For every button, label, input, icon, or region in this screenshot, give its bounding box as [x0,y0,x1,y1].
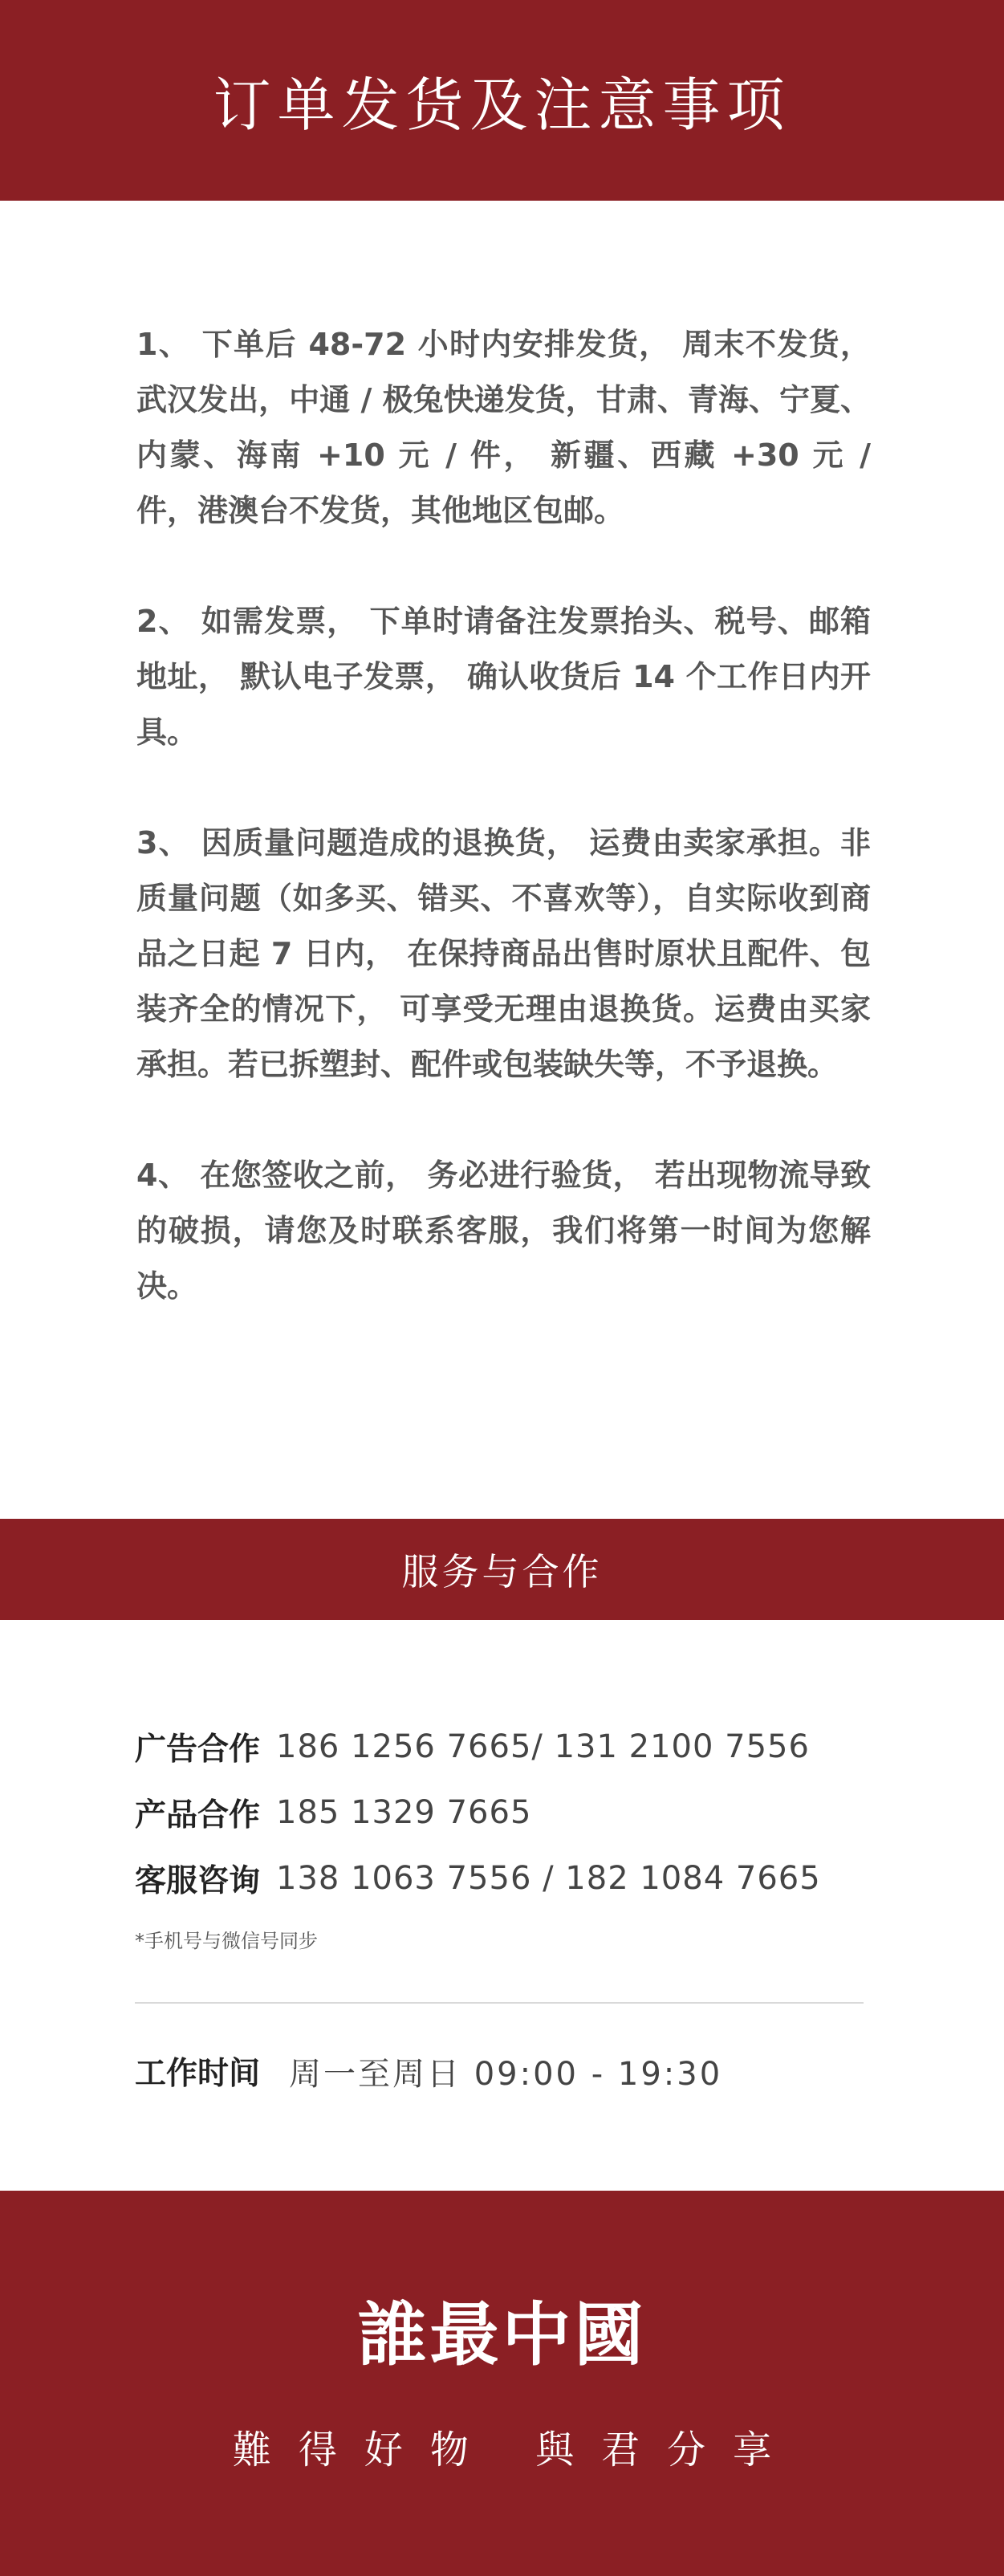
notice-item-shipping: 1、 下单后 48-72 小时内安排发货， 周末不发货，武汉发出，中通 / 极兔快递发货，甘肃、青海、宁夏、内蒙、海南 +10 元 / 件， 新疆、西藏 +30 元 / 件，港澳台不发货，其他地区包邮。 [136,327,871,528]
contact-label: 产品合作 [135,1797,261,1833]
contact-phone: 186 1256 7665/ 131 2100 7556 [276,1728,810,1765]
contact-phone: 138 1063 7556 / 182 1084 7665 [276,1860,821,1897]
brand-footer [0,2191,1004,2576]
contact-row-product [135,1780,873,1846]
notice-item-inspection: 4、 在您签收之前， 务必进行验货， 若出现物流导致的破损，请您及时联系客服，我们将第一时间为您解决。 [136,1158,871,1304]
notice-item-returns: 3、 因质量问题造成的退换货， 运费由卖家承担。非质量问题（如多买、错买、不喜欢等），自实际收到商品之日起 7 日内， 在保持商品出售时原状且配件、包装齐全的情况下， 可享受无理由退换货。运费由买家承担。若已拆塑封、配件或包装缺失等，不予退换。 [136,825,871,1082]
brand-slogan: 難得好物 與君分享 [232,2427,799,2472]
contact-row-advertising [135,1714,873,1780]
page-title: 订单发货及注意事项 [213,71,791,139]
notice-list [136,317,871,1369]
notice-item-invoice: 2、 如需发票， 下单时请备注发票抬头、税号、邮箱地址， 默认电子发票， 确认收货后 14 个工作日内开具。 [136,604,871,750]
contact-label: 广告合作 [135,1732,261,1768]
brand-logo-text: 誰最中國 [357,2294,647,2375]
service-title: 服务与合作 [401,1550,603,1593]
contact-row-customer-service [135,1846,873,1911]
header-banner [0,0,1004,201]
divider [135,2002,864,2004]
working-hours-value: 周一至周日 09:00 - 19:30 [289,2055,723,2093]
working-hours-label: 工作时间 [135,2056,261,2092]
contact-label: 客服咨询 [135,1863,261,1899]
working-hours [135,2039,722,2103]
contact-phone: 185 1329 7665 [276,1794,532,1831]
contact-list [135,1714,873,1911]
contact-footnote: *手机号与微信号同步 [135,1930,318,1952]
service-banner [0,1519,1004,1620]
